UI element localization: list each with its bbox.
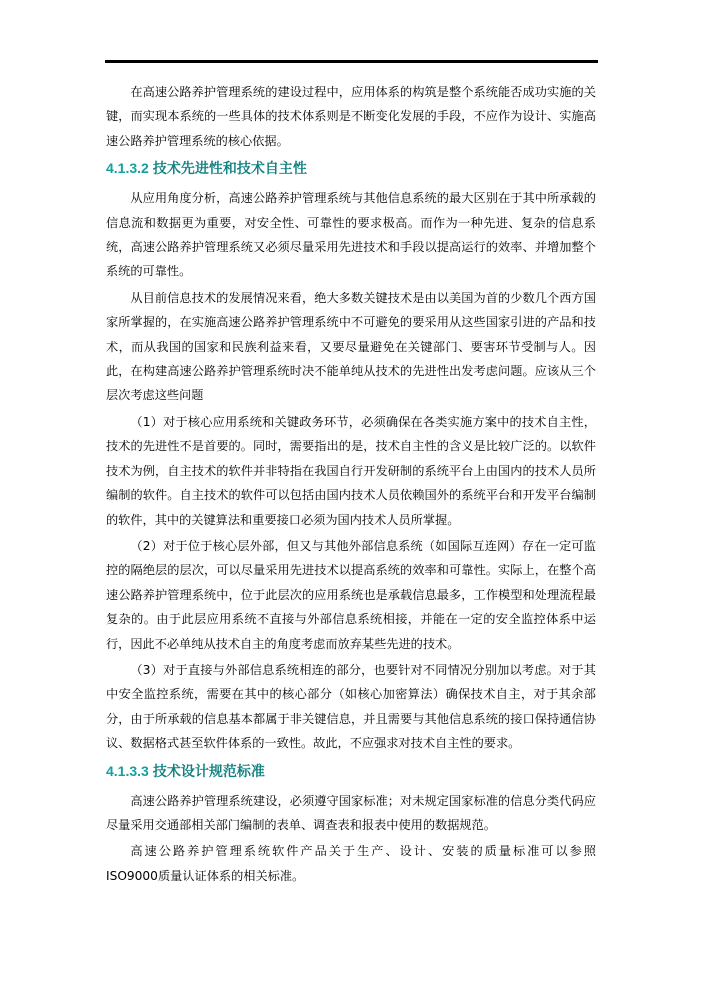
section-heading-4-1-3-2 — [106, 155, 596, 182]
paragraph: 从目前信息技术的发展情况来看，绝大多数关键技术是由以美国为首的少数几个西方国家所掌握的，在实施高速公路养护管理系统中不可避免的要采用从这些国家引进的产品和技术，而从我国的国家和民族利益来看，又要尽量避免在关键部门、要害环节受制与人。因此，在构建高速公路养护管理系统时决不能单纯从技术的先进性出发考虑问题。应该从三个层次考虑这些问题 — [106, 290, 596, 403]
header-rule — [105, 60, 598, 63]
paragraph: 高速公路养护管理系统软件产品关于生产、设计、安装的质量标准可以参照 ISO9000质量认证体系的相关标准。 — [106, 844, 609, 883]
paragraph: （3）对于直接与外部信息系统相连的部分，也要针对不同情况分别加以考虑。对于其中安全监控系统，需要在其中的核心部分（如核心加密算法）确保技术自主，对于其余部分，由于所承载的信息基本都属于非关键信息，并且需要与其他信息系统的接口保持通信协议、数据格式甚至软件体系的一致性。故此，不应强求对技术自主性的要求。 — [106, 662, 596, 751]
paragraph: （1）对于核心应用系统和关键政务环节，必须确保在各类实施方案中的技术自主性，技术的先进性不是首要的。同时，需要指出的是，技术自主性的含义是比较广泛的。以软件技术为例，自主技术的软件并非特指在我国自行开发研制的系统平台上由国内的技术人员所编制的软件。自主技术的软件可以包括由国内技术人员依赖国外的系统平台和开发平台编制的软件，其中的关键算法和重要接口必须为国内技术人员所掌握。 — [106, 414, 596, 527]
document-body — [106, 80, 609, 890]
intro-paragraph: 在高速公路养护管理系统的建设过程中，应用体系的构筑是整个系统能否成功实施的关键，而实现本系统的一些具体的技术体系则是不断变化发展的手段，不应作为设计、实施高速公路养护管理系统的核心依据。 — [106, 85, 596, 148]
paragraph: 从应用角度分析，高速公路养护管理系统与其他信息系统的最大区别在于其中所承载的信息流和数据更为重要，对安全性、可靠性的要求极高。而作为一种先进、复杂的信息系统，高速公路养护管理系统又必须尽量采用先进技术和手段以提高运行的效率、并增加整个系统的可靠性。 — [106, 191, 596, 279]
section-title: 技术设计规范标准 — [152, 763, 265, 780]
section-number: 4.1.3.2 — [106, 160, 149, 177]
paragraph: 高速公路养护管理系统建设，必须遵守国家标准；对未规定国家标准的信息分类代码应尽量采用交通部相关部门编制的表单、调查表和报表中使用的数据规范。 — [106, 793, 596, 832]
paragraph: （2）对于位于核心层外部，但又与其他外部信息系统（如国际互连网）存在一定可监控的隔绝层的层次，可以尽量采用先进技术以提高系统的效率和可靠性。实际上，在整个高速公路养护管理系统中，位于此层次的应用系统也是承载信息最多，工作模型和处理流程最复杂的。由于此层应用系统不直接与外部信息系统相接，并能在一定的安全监控体系中运行，因此不必单纯从技术自主的角度考虑而放弃某些先进的技术。 — [106, 538, 596, 651]
section-title: 技术先进性和技术自主性 — [152, 161, 307, 178]
section-number: 4.1.3.3 — [106, 762, 149, 779]
section-heading-4-1-3-3 — [106, 758, 596, 785]
